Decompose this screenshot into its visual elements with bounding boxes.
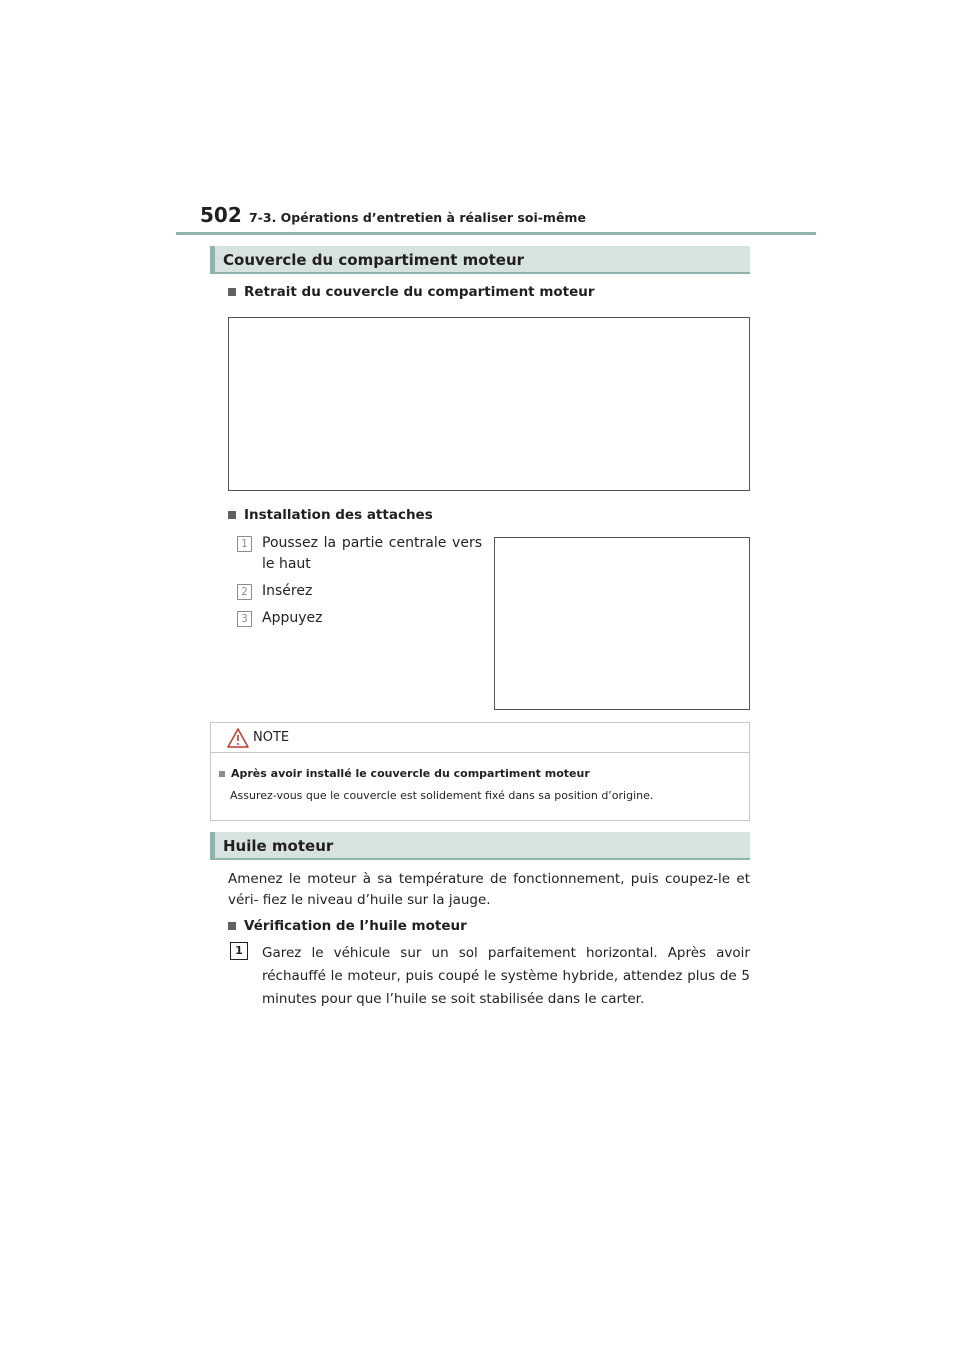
square-bullet-icon bbox=[228, 511, 236, 519]
chapter-title: 7-3. Opérations d’entretien à réaliser soi-même bbox=[249, 210, 586, 225]
square-bullet-icon bbox=[219, 771, 225, 777]
note-header bbox=[211, 723, 749, 753]
page-number: 502 bbox=[200, 203, 242, 227]
square-bullet-icon bbox=[228, 922, 236, 930]
note-label: NOTE bbox=[253, 730, 290, 745]
step-3 bbox=[237, 608, 482, 629]
subheading-text: Vérification de l’huile moteur bbox=[244, 918, 467, 934]
subheading-text: Retrait du couvercle du compartiment moteur bbox=[244, 284, 595, 300]
step-text: Appuyez bbox=[262, 610, 323, 626]
step-number: 3 bbox=[237, 611, 252, 627]
section-header-engine-oil bbox=[210, 832, 750, 860]
subheading-text: Installation des attaches bbox=[244, 507, 433, 523]
warning-icon bbox=[227, 728, 249, 748]
header-rule bbox=[176, 232, 816, 235]
note-box bbox=[210, 722, 750, 821]
square-bullet-icon bbox=[228, 288, 236, 296]
subheading-clips bbox=[228, 507, 433, 523]
subheading-removal bbox=[228, 284, 595, 300]
step-number-box: 1 bbox=[230, 942, 248, 960]
note-subheading-text: Après avoir installé le couvercle du compartiment moteur bbox=[231, 767, 590, 780]
step-1 bbox=[237, 533, 482, 575]
note-subheading bbox=[219, 767, 590, 780]
illustration-cover-removal bbox=[228, 317, 750, 491]
step-text: Insérez bbox=[262, 583, 313, 599]
illustration-clip-install bbox=[494, 537, 750, 710]
step-2 bbox=[237, 581, 482, 602]
section-title: Couvercle du compartiment moteur bbox=[223, 251, 525, 269]
note-text: Assurez-vous que le couvercle est solidement fixé dans sa position d’origine. bbox=[230, 789, 654, 802]
section-header-engine-cover bbox=[210, 246, 750, 274]
subheading-oil-check bbox=[228, 918, 467, 934]
step-paragraph: Garez le véhicule sur un sol parfaitement horizontal. Après avoir réchauffé le moteur, puis coupé le système hybride, attendez plus de 5 minutes pour que l’huile se soit stabilisée dans le carter. bbox=[262, 945, 750, 1007]
step-number: 2 bbox=[237, 584, 252, 600]
step-text: Poussez la partie centrale vers le haut bbox=[262, 535, 482, 572]
intro-paragraph: Amenez le moteur à sa température de fonctionnement, puis coupez-le et véri- fiez le niveau d’huile sur la jauge. bbox=[228, 871, 750, 908]
step-number: 1 bbox=[237, 536, 252, 552]
section-title: Huile moteur bbox=[223, 837, 334, 855]
